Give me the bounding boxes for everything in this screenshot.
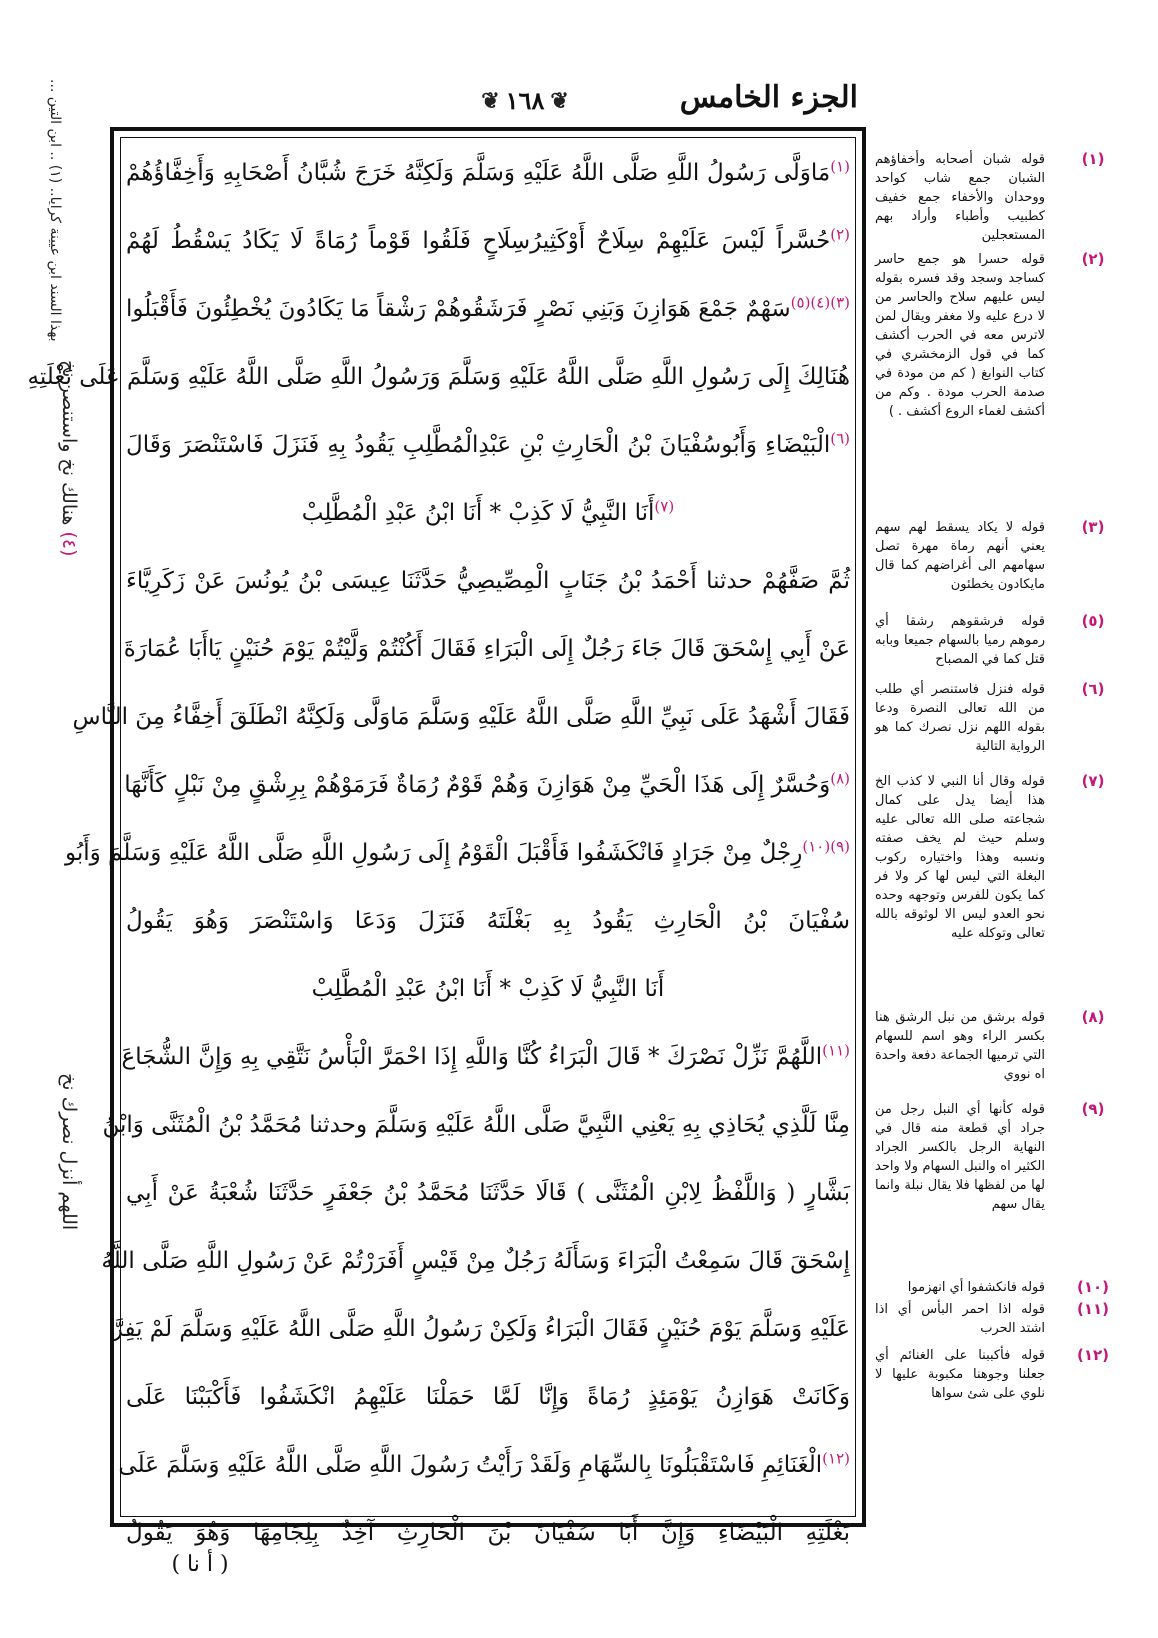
commentary-note-text: قوله فرشقوهم رشقا أي رموهم رميا بالسهام جميعا وبابه قتل كما في المصباح: [875, 614, 1045, 667]
commentary-note: [875, 1300, 1110, 1338]
main-line-text: وَحُسَّرٌ إِلَى هَذَا الْحَيِّ مِنْ هَوَازِنَ وَهُمْ قَوْمٌ رُمَاةٌ فَرَمَوْهُمْ بِرِشْقٍ مِنْ نَبْلٍ كَأَنَّهَا: [124, 772, 831, 798]
main-line-text: هُنَالِكَ إِلَى رَسُولِ اللَّهِ صَلَّى اللَّهُ عَلَيْهِ وَسَلَّمَ وَرَسُولُ اللَّهِ صَلَّى اللَّهُ عَلَيْهِ وَسَلَّمَ عَلَى بَغْلَتِهِ: [27, 364, 850, 390]
left-margin-note-bottom: اللهم أنزل نصرك نخ: [58, 1072, 80, 1230]
main-text-line: [126, 139, 850, 207]
main-line-text: الْبَيْضَاءِ وَأَبُوسُفْيَانَ بْنُ الْحَارِثِ بْنِ عَبْدِالْمُطَّلِبِ يَقُودُ بِهِ فَنَزَلَ فَاسْتَنْصَرَ وَقَالَ: [126, 432, 831, 458]
main-text-line: [121, 1023, 850, 1091]
ornament-left-icon: ❦: [481, 88, 500, 114]
left-margin-mid-text: هنالك نخ واستنصر نخ: [58, 359, 80, 525]
commentary-note-text: قوله كأنها أي النبل رجل من جراد أي قطعة منه قال في النهاية الرجل بالكسر الجراد الكثير اه والنبل السهام ولا واحد لها من لفظها فلا يقال نبلة وانما يقال سهم: [875, 1102, 1045, 1212]
main-text-line: [126, 411, 850, 479]
main-line-text: فَقَالَ أَشْهَدُ عَلَى نَبِيِّ اللَّهِ صَلَّى اللَّهُ عَلَيْهِ وَسَلَّمَ مَاوَلَّى وَلَكِنَّهُ انْطَلَقَ أَخِفَّاءُ مِنَ النَّاسِ: [72, 704, 850, 730]
commentary-column: [875, 150, 1110, 1530]
footnote-marker: (٨): [830, 769, 850, 788]
commentary-note-number: (٩): [1081, 1100, 1105, 1118]
commentary-note: [875, 680, 1105, 756]
footnote-marker: (١): [830, 157, 850, 176]
main-line-text: سَهْمٌ جَمْعَ هَوَازِنَ وَبَنِي نَصْرٍ فَرَشَقُوهُمْ رَشْقاً مَا يَكَادُونَ يُخْطِئُونَ فَأَقْبَلُوا: [126, 296, 791, 322]
main-line-text: ثُمَّ صَفَّهُمْ حدثنا أَحْمَدُ بْنُ جَنَابٍ الْمِصِّيصِيُّ حَدَّثَنَا عِيسَى بْنُ يُونُسَ عَنْ زَكَرِيَّاءَ: [126, 568, 850, 594]
main-text-line: [27, 343, 850, 411]
main-line-text: أَنَا النَّبِيُّ لَا كَذِبْ * أَنَا ابْنُ عَبْدِ الْمُطَّلِبْ: [301, 500, 655, 526]
footnote-marker: (٩)(١٠): [802, 837, 850, 856]
commentary-note-number: (٥): [1081, 612, 1105, 630]
main-text-line: [64, 819, 850, 887]
commentary-note-text: قوله حسرا هو جمع حاسر كساجد وسجد وقد فسره بقوله ليس عليهم سلاح والحاسر من لا درع عليه ولا مغفر ويقال لمن لاترس معه في الحرب أكشف كما في قول الزمخشري في كتاب النوابغ ( كم من مودة في صدمة الحرب مودة . وكم من أكشف لغماء الروع أكشف . ): [875, 252, 1045, 419]
main-text-line: [72, 683, 850, 751]
footnote-marker: (١٢): [822, 1449, 850, 1468]
commentary-note-number: (١): [1081, 150, 1105, 168]
commentary-note-text: قوله اذا احمر البأس أي اذا اشتد الحرب: [875, 1302, 1045, 1336]
main-line-text: أَنَا النَّبِيُّ لَا كَذِبْ * أَنَا ابْنُ عَبْدِ الْمُطَّلِبْ: [311, 976, 665, 1002]
footnote-marker: (٧): [654, 497, 675, 516]
commentary-note-number: (٨): [1081, 1008, 1105, 1026]
commentary-note: [875, 1346, 1110, 1403]
main-line-text: إِسْحَقَ قَالَ سَمِعْتُ الْبَرَاءَ وَسَأَلَهُ رَجُلٌ مِنْ قَيْسٍ أَفَرَرْتُمْ عَنْ رَسُولِ اللَّهِ صَلَّى اللَّهُ: [101, 1248, 850, 1274]
commentary-note: [875, 1278, 1110, 1297]
main-text-line: [102, 1091, 850, 1159]
commentary-note-number: (٣): [1081, 518, 1105, 536]
commentary-note-number: (٦): [1081, 680, 1105, 698]
commentary-note-number: (١١): [1076, 1300, 1110, 1318]
commentary-note: [875, 1008, 1105, 1084]
commentary-note-text: قوله فانكشفوا أي انهزموا: [907, 1280, 1045, 1295]
commentary-note-number: (١٠): [1076, 1278, 1110, 1296]
commentary-note-number: (٧): [1081, 772, 1105, 790]
main-text-line: [126, 547, 850, 615]
commentary-note-text: قوله شبان أصحابه وأخفاؤهم الشبان جمع شاب كواحد ووحدان والأخفاء جمع خفيف كطبيب وأطباء وأراد بهم المستعجلين: [875, 152, 1045, 243]
main-text-line: [101, 1227, 850, 1295]
main-line-text: مَاوَلَّى رَسُولُ اللَّهِ صَلَّى اللَّهُ عَلَيْهِ وَسَلَّمَ وَلَكِنَّهُ خَرَجَ شُبَّانُ أَصْحَابِهِ وَأَخِفَّاؤُهُمْ: [126, 160, 831, 186]
footnote-marker: (٦): [830, 429, 850, 448]
commentary-note-text: قوله فنزل فاستنصر أي طلب من الله تعالى النصرة ودعا بقوله اللهم نزل نصرك كما هو الرواية التالية: [875, 682, 1045, 754]
page-number: ١٦٨: [505, 86, 545, 115]
main-line-text: اللَّهُمَّ نَزِّلْ نَصْرَكَ * قَالَ الْبَرَاءُ كُنَّا وَاللَّهِ إِذَا احْمَرَّ الْبَأْسُ نَتَّقِي بِهِ وَإِنَّ الشُّجَاعَ: [121, 1044, 823, 1070]
footnote-marker: (٣)(٤)(٥): [790, 293, 850, 312]
main-text-line: [126, 887, 850, 955]
commentary-note-text: قوله برشق من نبل الرشق هنا بكسر الراء وهو اسم للسهام التي ترميها الجماعة دفعة واحدة اه نووي: [875, 1010, 1045, 1082]
main-text-line: [126, 479, 850, 547]
signature-mark: ( أ نا ): [171, 1552, 229, 1577]
left-margin-note-top: بهذا السند ابن عيينة كرايا.. (١) .. ابن التين ...: [47, 79, 63, 342]
main-text-line: [126, 275, 850, 343]
commentary-note-text: قوله فأكببنا على الغنائم أي جعلنا وجوهنا مكبوبة عليها لا نلوي على شئ سواها: [875, 1348, 1045, 1401]
commentary-note: [875, 612, 1105, 669]
main-text-line: [123, 615, 850, 683]
main-line-text: رِجْلٌ مِنْ جَرَادٍ فَانْكَشَفُوا فَأَقْبَلَ الْقَوْمُ إِلَى رَسُولِ اللَّهِ صَلَّى اللَّهُ عَلَيْهِ وَسَلَّمَ وَأَبُو: [64, 840, 803, 866]
main-text-line: [126, 207, 850, 275]
commentary-note: [875, 772, 1105, 943]
footnote-marker: (٢): [830, 225, 850, 244]
main-text-line: [126, 1159, 850, 1227]
part-title: الجزء الخامس: [679, 80, 858, 115]
commentary-note-number: (١٢): [1076, 1346, 1110, 1364]
footnote-marker: (١١): [822, 1041, 850, 1060]
left-margin-marker: (٤): [58, 530, 80, 556]
commentary-note-text: قوله وقال أنا النبي لا كذب الخ هذا أيضا يدل على كمال شجاعته صلى الله تعالى عليه وسلم حيث لم يخف صفته ونسبه وهذا واختياره ركوب البغلة التي ليس لها كر ولا فر كما يكون للفرس وتوجهه وحده نحو العدو ليس الا لوثوقه بالله تعالى وتوكله عليه: [875, 774, 1045, 941]
main-line-text: بَشَّارٍ ( وَاللَّفْظُ لِابْنِ الْمُثَنَّى ) قَالَا حَدَّثَنَا مُحَمَّدُ بْنُ جَعْفَرٍ حَدَّثَنَا شُعْبَةُ عَنْ أَبِي: [126, 1180, 850, 1206]
commentary-note: [875, 1100, 1105, 1214]
ornament-right-icon: ❦: [550, 88, 569, 114]
main-line-text: الْغَنَائِمِ فَاسْتَقْبَلُونَا بِالسِّهَامِ وَلَقَدْ رَأَيْتُ رَسُولَ اللَّهِ صَلَّى اللَّهُ عَلَيْهِ وَسَلَّمَ عَلَى: [118, 1452, 823, 1478]
main-line-text: حُسَّراً لَيْسَ عَلَيْهِمْ سِلَاحٌ أَوْكَثِيرُسِلَاحٍ فَلَقُوا قَوْماً رُمَاةً لَا يَكَادُ يَسْقُطُ لَهُمْ: [126, 228, 831, 254]
commentary-note-text: قوله لا يكاد يسقط لهم سهم يعني أنهم رماة مهرة تصل سهامهم الى أغراضهم كما قال مايكادون يخطئون: [875, 520, 1045, 592]
main-line-text: بَغْلَتِهِ الْبَيْضَاءِ وَإِنَّ أَبَا سُفْيَانَ بْنَ الْحَارِثِ آخِذٌ بِلِجَامِهَا وَهُوَ يَقُولُ: [126, 1520, 850, 1546]
main-text-line: [126, 955, 850, 1023]
main-line-text: وَكَانَتْ هَوَازِنُ يَوْمَئِذٍ رُمَاةً وَإِنَّا لَمَّا حَمَلْنَا عَلَيْهِمُ انْكَشَفُوا فَأَكْبَبْنَا عَلَى: [126, 1384, 850, 1410]
commentary-note-number: (٢): [1081, 250, 1105, 268]
main-text-line: [118, 1431, 850, 1499]
main-text-line: [126, 751, 850, 819]
main-line-text: سُفْيَانَ بْنُ الْحَارِثِ يَقُودُ بِهِ بَغْلَتَهُ فَنَزَلَ وَدَعَا وَاسْتَنْصَرَ وَهُوَ يَقُولُ: [126, 908, 850, 934]
main-line-text: عَنْ أَبِي إِسْحَقَ قَالَ جَاءَ رَجُلٌ إِلَى الْبَرَاءِ فَقَالَ أَكُنْتُمْ وَلَّيْتُمْ يَوْمَ حُنَيْنٍ يَاأَبَا عُمَارَةَ: [123, 636, 850, 662]
main-line-text: عَلَيْهِ وَسَلَّمَ يَوْمَ حُنَيْنٍ فَقَالَ الْبَرَاءُ وَلَكِنْ رَسُولُ اللَّهِ صَلَّى اللَّهُ عَلَيْهِ وَسَلَّمَ لَمْ يَفِرَّ: [111, 1316, 850, 1342]
main-line-text: مِنَّا لَلَّذِي يُحَاذِي بِهِ يَعْنِي النَّبِيَّ صَلَّى اللَّهُ عَلَيْهِ وَسَلَّمَ وحدثنا مُحَمَّدُ بْنُ الْمُثَنَّى وَابْنُ: [102, 1112, 850, 1138]
commentary-note: [875, 150, 1105, 245]
main-text-line: [111, 1295, 850, 1363]
commentary-note: [875, 518, 1105, 594]
main-text-line: [126, 1363, 850, 1431]
page-number-header: [420, 86, 630, 116]
commentary-note: [875, 250, 1105, 421]
